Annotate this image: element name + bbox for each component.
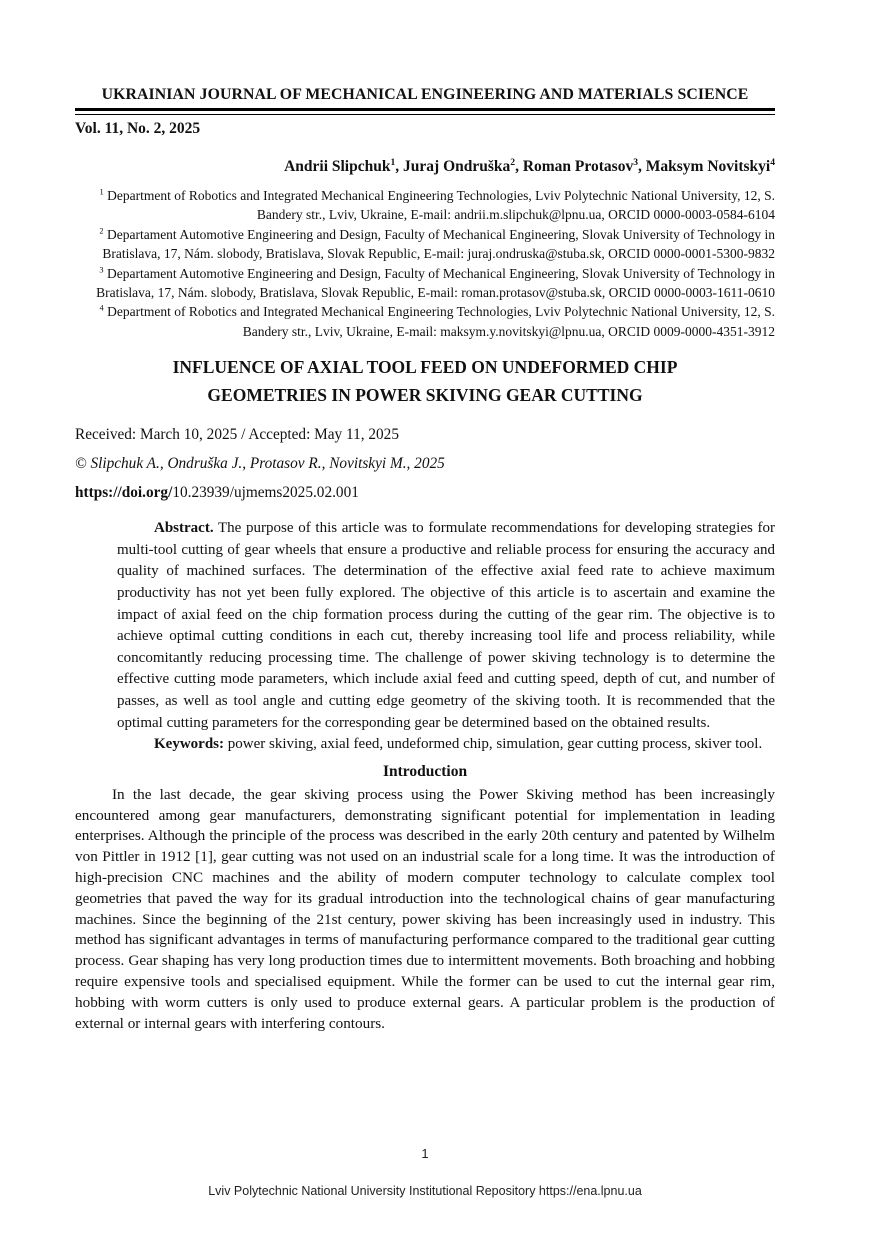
- copyright-line: © Slipchuk A., Ondruška J., Protasov R., Novitskyi M., 2025: [75, 455, 445, 473]
- keywords-label: Keywords:: [154, 736, 224, 753]
- affiliation: $^3$ Departament Automotive Engineering and Design, Faculty of Mechanical Engineering, Slovak University of Technology in Bratislava, 17, Nám. slobody, Bratislava, Slovak Republic, E-mail: roman.protasov@stuba.sk, ORCID 0000-0003-1611-0610: [96, 265, 775, 301]
- introduction-heading: Introduction: [382, 762, 468, 780]
- doi-line: [75, 484, 775, 502]
- journal-volume-line: Vol. 11, No. 2, 2025: [75, 120, 201, 137]
- affiliation: $^2$ Departament Automotive Engineering and Design, Faculty of Mechanical Engineering, Slovak University of Technology in Bratislava, 17, Nám. slobody, Bratislava, Slovak Republic, E-mail: juraj.ondruska@stuba.sk, ORCID 0000-0001-5300-9832: [99, 226, 775, 262]
- keywords-paragraph: [117, 734, 775, 756]
- article-title: [75, 353, 775, 409]
- abstract-block: [117, 518, 775, 756]
- received-accepted-line: Received: March 10, 2025 / Accepted: May 11, 2025: [75, 426, 399, 444]
- affiliation: $^4$ Department of Robotics and Integrated Mechanical Engineering Technologies, Lviv Polytechnic National University, 12, S. Bandery str., Lviv, Ukraine, E-mail: maksym.y.novitskyi@lpnu.ua, ORCID 0009-0000-4351-3912: [99, 303, 775, 339]
- article-title-line-1: INFLUENCE OF AXIAL TOOL FEED ON UNDEFORMED CHIP: [172, 357, 678, 378]
- abstract-paragraph: [117, 518, 775, 734]
- article-title-line-2: GEOMETRIES IN POWER SKIVING GEAR CUTTING: [207, 385, 643, 406]
- journal-header-rule: [75, 108, 775, 115]
- affiliations: [75, 186, 775, 341]
- abstract-text: The purpose of this article was to formulate recommendations for developing strategies for multi-tool cutting of gear wheels that ensure a productive and reliable process for ensuring the accuracy and quality of machined surfaces. The determination of the effective axial feed rate to achieve maximum productivity has not yet been fully explored. The objective of this article is to ascertain and examine the impact of axial feed on the chip formation process during the cutting of the gear rim. The objective is to achieve optimal cutting conditions in each cut, thereby increasing tool life and process reliability, while concomitantly reducing processing time. The challenge of power skiving technology is to determine the effective cutting mode parameters, which include axial feed and cutting speed, depth of cut, and number of passes, as well as tool angle and cutting edge geometry of the skiving tooth. It is recommended that the optimal cutting parameters for the corresponding gear be determined based on the obtained results.: [117, 520, 775, 731]
- affiliation: $^1$ Department of Robotics and Integrated Mechanical Engineering Technologies, Lviv Polytechnic National University, 12, S. Bandery str., Lviv, Ukraine, E-mail: andrii.m.slipchuk@lpnu.ua, ORCID 0000-0003-0584-6104: [99, 187, 775, 223]
- doi-prefix: https://doi.org/: [75, 484, 173, 502]
- authors-line: Andrii Slipchuk$^1$, Juraj Ondruška$^2$, Roman Protasov$^3$, Maksym Novitskyi$^4$: [284, 156, 775, 175]
- introduction-paragraph: In the last decade, the gear skiving process using the Power Skiving method has been increasingly encountered among gear manufacturers, demonstrating significant potential for implementation in leading enterprises. Although the principle of the process was described in the early 20th century and patented by Wilhelm von Pittler in 1912 [1], gear cutting was not used on an industrial scale for a long time. It was the introduction of high-precision CNC machines and the ability of modern computer technology to calculate complex tool geometries that paved the way for its gradual introduction into the technological chains of gear manufacturing machines. Since the beginning of the 21st century, power skiving has been increasingly used in industry. This method has significant advantages in terms of manufacturing performance compared to the traditional gear cutting process. Gear shaping has very long production times due to intermittent movements. Both broaching and hobbing require expensive tools and specialised equipment. While the former can be used to cut the internal gear rim, hobbing with worm cutters is only used to produce external gears. A particular problem is the production of external or internal gears with interfering contours.: [75, 785, 775, 1032]
- keywords-text: power skiving, axial feed, undeformed chip, simulation, gear cutting process, skiver tool.: [227, 736, 763, 753]
- page-number: 1: [421, 1146, 429, 1161]
- abstract-label: Abstract.: [154, 520, 214, 537]
- journal-header-title: UKRAINIAN JOURNAL OF MECHANICAL ENGINEERING AND MATERIALS SCIENCE: [101, 86, 749, 103]
- repository-footer: Lviv Polytechnic National University Institutional Repository https://ena.lpnu.ua: [208, 1184, 642, 1198]
- doi-suffix: 10.23939/ujmems2025.02.001: [172, 484, 359, 502]
- document-page: [75, 0, 775, 1034]
